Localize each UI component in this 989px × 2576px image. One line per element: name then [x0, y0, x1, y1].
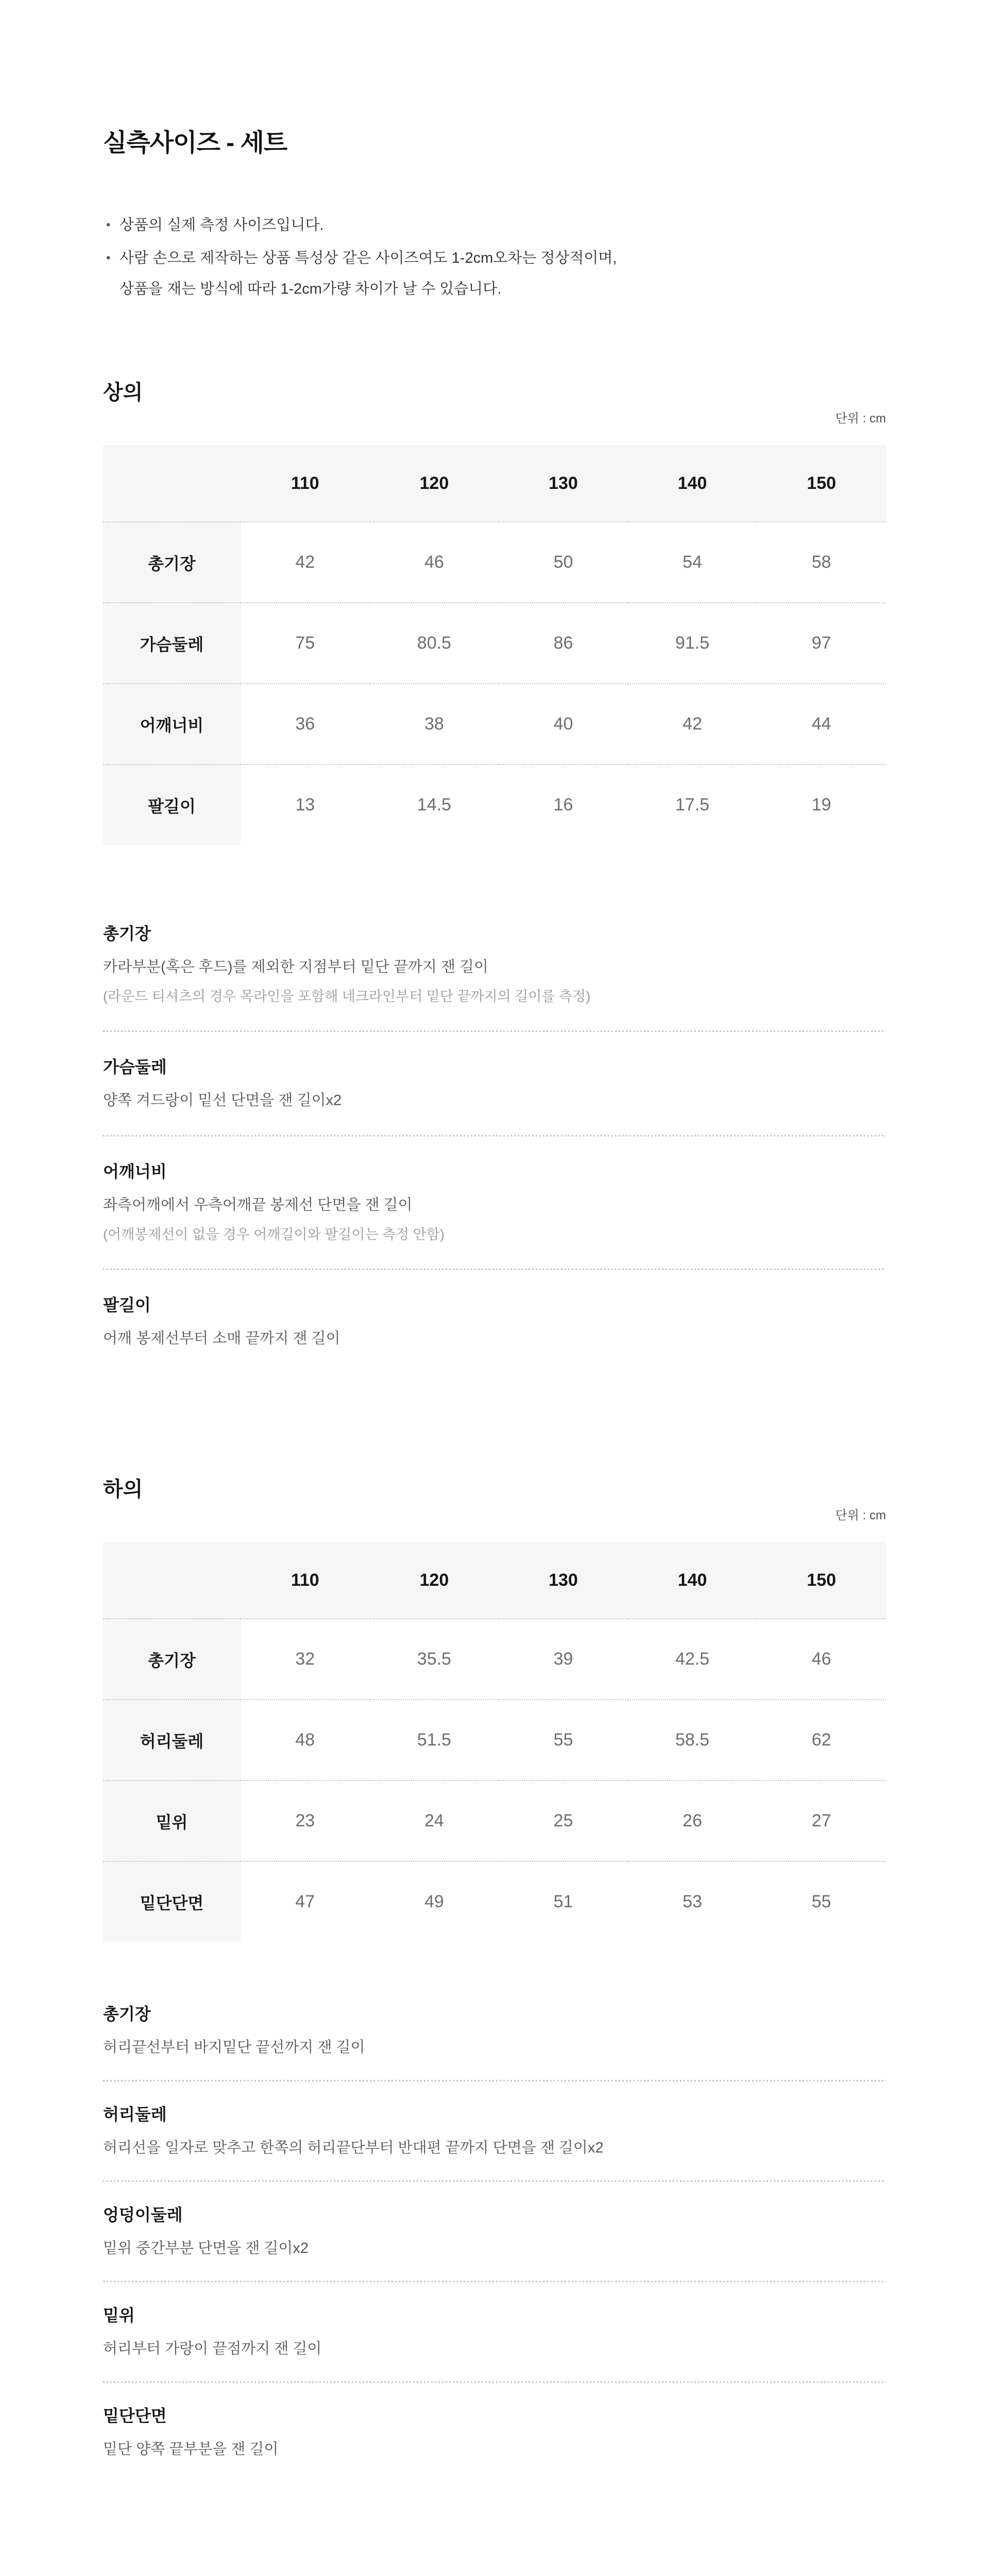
definition-item — [103, 2305, 886, 2359]
definition-term: 어깨너비 — [103, 1162, 167, 1181]
row-label: 어깨너비 — [103, 684, 241, 765]
table-cell: 44 — [757, 684, 886, 765]
row-label: 팔길이 — [103, 765, 241, 845]
definition-term: 허리둘레 — [103, 2105, 167, 2124]
table-cell: 40 — [499, 684, 628, 765]
column-header: 120 — [370, 1542, 499, 1619]
table-cell: 97 — [757, 603, 886, 684]
table-cell: 53 — [628, 1861, 757, 1942]
table-cell: 32 — [241, 1619, 370, 1700]
row-label: 총기장 — [103, 1619, 241, 1700]
definition-term: 총기장 — [103, 924, 151, 943]
section-heading-bottom: 하의 — [103, 1478, 143, 1501]
table-cell: 23 — [241, 1781, 370, 1861]
intro-note-text: • 상품의 실제 측정 사이즈입니다. — [120, 217, 324, 233]
column-header: 110 — [241, 445, 370, 522]
definition-term: 밑위 — [103, 2306, 135, 2325]
table-cell: 39 — [499, 1619, 628, 1700]
table-row — [103, 684, 886, 765]
row-label: 총기장 — [103, 522, 241, 603]
row-label: 밑위 — [103, 1781, 241, 1861]
bottom-garment-section — [103, 1477, 886, 2459]
definition-item — [103, 2104, 886, 2158]
definition-desc: 허리선을 일자로 맞추고 한쪽의 허리끝단부터 반대편 끝까지 단면을 잰 길이x2 — [103, 2140, 604, 2156]
definition-desc: 허리부터 가랑이 끝점까지 잰 길이 — [103, 2341, 322, 2357]
dotted-separator — [103, 2180, 886, 2182]
definition-desc: 밑위 중간부분 단면을 잰 길이x2 — [103, 2240, 309, 2257]
intro-note-text: • 사람 손으로 제작하는 상품 특성상 같은 사이즈여도 1-2cm오차는 정상적이며, — [120, 250, 617, 266]
table-cell: 55 — [757, 1861, 886, 1942]
table-header-row — [103, 1542, 886, 1619]
column-header: 140 — [628, 1542, 757, 1619]
unit-label: 단위 : cm — [835, 1509, 886, 1522]
corner-cell — [103, 445, 241, 522]
table-cell: 58.5 — [628, 1700, 757, 1781]
column-header: 130 — [499, 1542, 628, 1619]
dotted-separator — [103, 1268, 886, 1270]
table-row — [103, 522, 886, 603]
table-row — [103, 1861, 886, 1942]
definition-item — [103, 1295, 886, 1348]
page-title: 실측사이즈 - 세트 — [103, 129, 287, 157]
table-row — [103, 765, 886, 845]
intro-note — [103, 215, 886, 235]
column-header: 120 — [370, 445, 499, 522]
row-label: 허리둘레 — [103, 1700, 241, 1781]
definition-item — [103, 2004, 886, 2057]
table-cell: 54 — [628, 522, 757, 603]
table-row — [103, 1700, 886, 1781]
table-cell: 75 — [241, 603, 370, 684]
top-measurement-definitions — [103, 923, 886, 1348]
table-cell: 46 — [370, 522, 499, 603]
top-garment-section — [103, 380, 886, 1348]
dotted-separator — [103, 1030, 886, 1032]
table-cell: 42.5 — [628, 1619, 757, 1700]
table-cell: 42 — [241, 522, 370, 603]
row-label: 밑단단면 — [103, 1861, 241, 1942]
top-size-table — [103, 445, 886, 845]
table-cell: 14.5 — [370, 765, 499, 845]
table-cell: 51 — [499, 1861, 628, 1942]
definition-note: (라운드 티셔츠의 경우 목라인을 포함해 네크라인부터 밑단 끝까지의 길이를 측정) — [103, 989, 591, 1004]
definition-term: 밑단단면 — [103, 2406, 167, 2425]
definition-desc: 밑단 양쪽 끝부분을 잰 길이 — [103, 2441, 279, 2458]
table-cell: 46 — [757, 1619, 886, 1700]
intro-note — [103, 248, 886, 299]
column-header: 150 — [757, 1542, 886, 1619]
table-cell: 80.5 — [370, 603, 499, 684]
table-row — [103, 1619, 886, 1700]
definition-item — [103, 923, 886, 1006]
definition-term: 엉덩이둘레 — [103, 2206, 183, 2224]
definition-desc: 허리끝선부터 바지밑단 끝선까지 잰 길이 — [103, 2039, 365, 2056]
dotted-separator — [103, 2281, 886, 2282]
table-cell: 36 — [241, 684, 370, 765]
table-cell: 51.5 — [370, 1700, 499, 1781]
dotted-separator — [103, 1135, 886, 1137]
definition-note: (어깨봉제선이 없을 경우 어깨길이와 팔길이는 측정 안함) — [103, 1227, 445, 1242]
definition-desc: 어깨 봉제선부터 소매 끝까지 잰 길이 — [103, 1330, 340, 1347]
definition-term: 가슴둘레 — [103, 1058, 167, 1076]
bottom-size-table — [103, 1542, 886, 1942]
table-cell: 50 — [499, 522, 628, 603]
intro-note-text: 상품을 재는 방식에 따라 1-2cm가량 차이가 날 수 있습니다. — [120, 281, 502, 297]
table-cell: 38 — [370, 684, 499, 765]
table-cell: 35.5 — [370, 1619, 499, 1700]
table-cell: 62 — [757, 1700, 886, 1781]
corner-cell — [103, 1542, 241, 1619]
definition-item — [103, 2205, 886, 2258]
row-label: 가슴둘레 — [103, 603, 241, 684]
table-row — [103, 1781, 886, 1861]
table-cell: 26 — [628, 1781, 757, 1861]
column-header: 140 — [628, 445, 757, 522]
definition-desc: 카라부분(혹은 후드)를 제외한 지점부터 밑단 끝까지 잰 길이 — [103, 959, 489, 975]
table-cell: 16 — [499, 765, 628, 845]
intro-notes — [103, 215, 886, 299]
table-cell: 49 — [370, 1861, 499, 1942]
table-cell: 58 — [757, 522, 886, 603]
table-row — [103, 603, 886, 684]
size-guide-content — [103, 0, 886, 2459]
table-cell: 91.5 — [628, 603, 757, 684]
section-heading-top: 상의 — [103, 381, 143, 404]
definition-item — [103, 2405, 886, 2459]
table-cell: 17.5 — [628, 765, 757, 845]
definition-term: 총기장 — [103, 2005, 151, 2023]
table-cell: 25 — [499, 1781, 628, 1861]
definition-term: 팔길이 — [103, 1296, 151, 1314]
table-header-row — [103, 445, 886, 522]
table-cell: 13 — [241, 765, 370, 845]
column-header: 110 — [241, 1542, 370, 1619]
definition-desc: 양쪽 겨드랑이 밑선 단면을 잰 길이x2 — [103, 1092, 342, 1109]
bottom-measurement-definitions — [103, 2004, 886, 2459]
dotted-separator — [103, 2381, 886, 2383]
table-cell: 27 — [757, 1781, 886, 1861]
table-cell: 42 — [628, 684, 757, 765]
table-cell: 24 — [370, 1781, 499, 1861]
table-cell: 55 — [499, 1700, 628, 1781]
table-cell: 48 — [241, 1700, 370, 1781]
column-header: 150 — [757, 445, 886, 522]
definition-desc: 좌측어깨에서 우측어깨끝 봉제선 단면을 잰 길이 — [103, 1197, 413, 1213]
table-cell: 19 — [757, 765, 886, 845]
unit-label: 단위 : cm — [835, 412, 886, 426]
table-cell: 86 — [499, 603, 628, 684]
definition-item — [103, 1161, 886, 1244]
table-cell: 47 — [241, 1861, 370, 1942]
column-header: 130 — [499, 445, 628, 522]
dotted-separator — [103, 2080, 886, 2081]
definition-item — [103, 1057, 886, 1110]
